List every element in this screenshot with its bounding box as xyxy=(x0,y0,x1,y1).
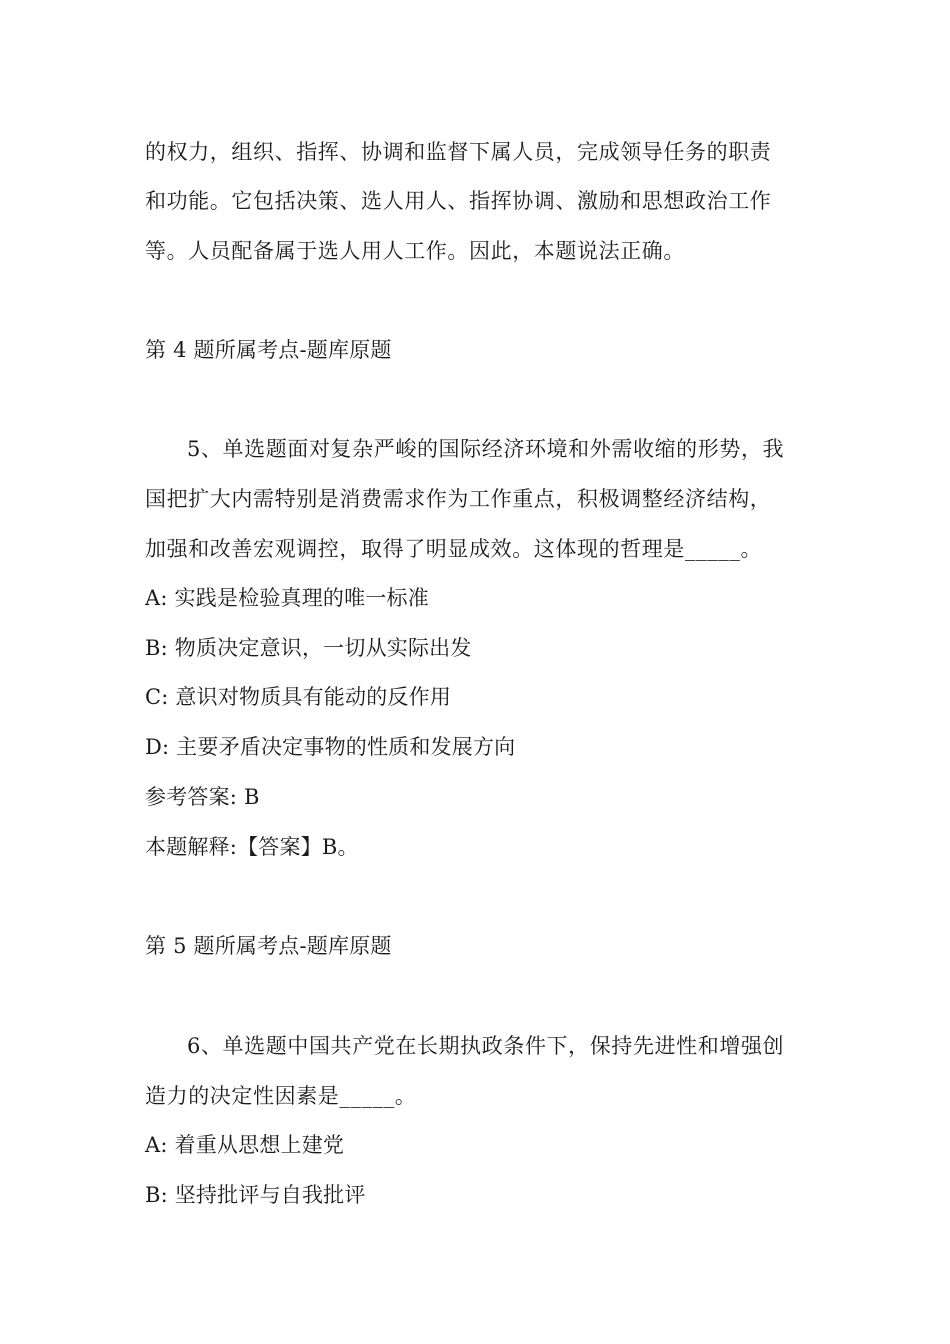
prev-explanation-line-3: 等。人员配备属于选人用人工作。因此，本题说法正确。 xyxy=(145,239,685,263)
question-5-option-b: B: 物质决定意识，一切从实际出发 xyxy=(145,636,472,660)
prev-explanation-line-2: 和功能。它包括决策、选人用人、指挥协调、激励和思想政治工作 xyxy=(145,189,772,213)
topic-5-source: 第 5 题所属考点-题库原题 xyxy=(145,934,392,958)
question-5-option-d: D: 主要矛盾决定事物的性质和发展方向 xyxy=(145,735,516,759)
question-6-line-2: 造力的决定性因素是_____。 xyxy=(145,1084,417,1108)
prev-explanation-line-1: 的权力，组织、指挥、协调和监督下属人员，完成领导任务的职责 xyxy=(145,140,772,164)
topic-4-source: 第 4 题所属考点-题库原题 xyxy=(145,338,392,362)
question-6-option-a: A: 着重从思想上建党 xyxy=(145,1133,345,1157)
question-5-line-3: 加强和改善宏观调控，取得了明显成效。这体现的哲理是_____。 xyxy=(145,537,763,561)
question-6-line-1: 6、单选题中国共产党在长期执政条件下，保持先进性和增强创 xyxy=(187,1034,785,1058)
question-6-option-b: B: 坚持批评与自我批评 xyxy=(145,1183,366,1207)
question-5-option-c: C: 意识对物质具有能动的反作用 xyxy=(145,685,452,709)
question-5-answer: 参考答案: B xyxy=(145,785,260,809)
question-5-line-2: 国把扩大内需特别是消费需求作为工作重点，积极调整经济结构， xyxy=(145,487,772,511)
question-5-line-1: 5、单选题面对复杂严峻的国际经济环境和外需收缩的形势，我 xyxy=(187,437,785,461)
question-5-option-a: A: 实践是检验真理的唯一标准 xyxy=(145,586,429,610)
question-5-explanation: 本题解释:【答案】B。 xyxy=(145,835,359,859)
